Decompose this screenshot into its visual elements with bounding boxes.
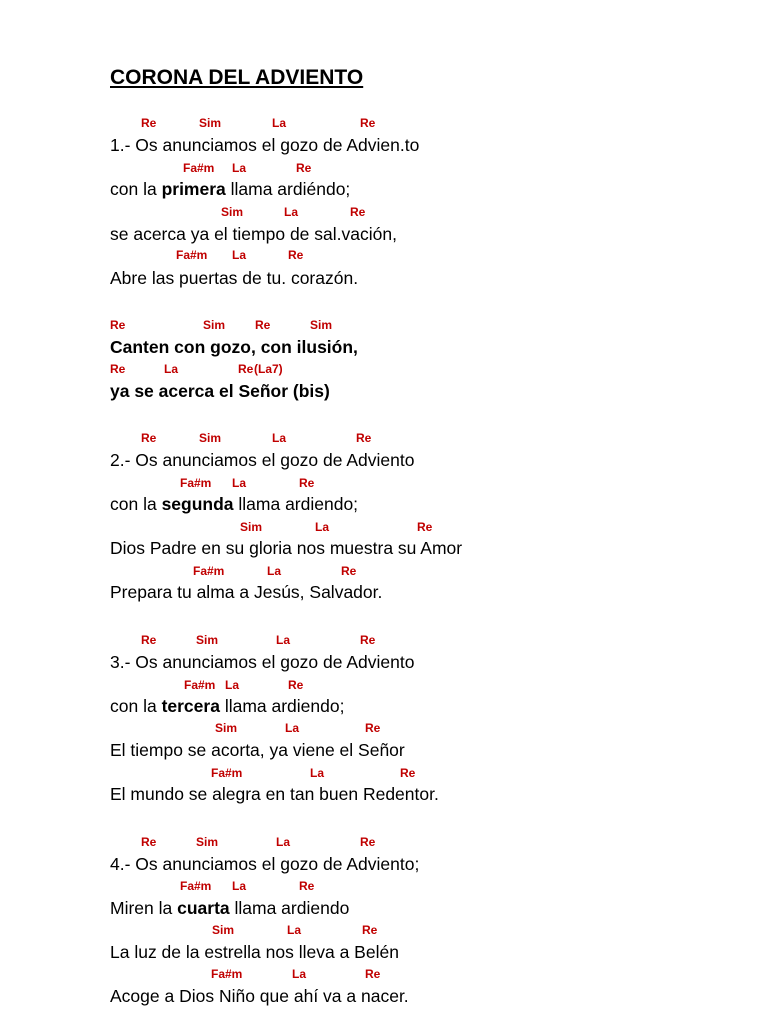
- chord-label: Re: [299, 879, 315, 893]
- chord-label: Re: [288, 248, 304, 262]
- chord-label: La: [267, 564, 282, 578]
- chord-label: Re: [362, 923, 378, 937]
- lyric-line: [110, 740, 405, 761]
- chord-label: Sim: [199, 116, 222, 130]
- lyric-text: llama ardiendo;: [219, 696, 345, 716]
- chord-label: Sim: [221, 205, 244, 219]
- chord-label: Re: [110, 362, 126, 376]
- chord-label: Re: [341, 564, 357, 578]
- lyric-line: [110, 854, 419, 875]
- chord-label: La: [284, 205, 299, 219]
- lyric-line: [110, 538, 462, 559]
- chord-label: Fa#m: [183, 161, 215, 175]
- lyric-text: 4.- Os anunciamos el gozo de Adviento;: [110, 854, 420, 874]
- chord-label: (La7): [254, 362, 283, 376]
- lyric-text: El mundo se alegra en tan buen Redentor.: [110, 784, 439, 804]
- chord-label: Re: [141, 116, 157, 130]
- chord-label: La: [232, 248, 247, 262]
- emphasized-word: segunda: [161, 494, 234, 514]
- chord-label: Fa#m: [211, 967, 243, 981]
- chord-label: Sim: [199, 431, 222, 445]
- chord-label: Fa#m: [184, 678, 216, 692]
- chord-label: Fa#m: [176, 248, 208, 262]
- lyric-line: [110, 582, 382, 603]
- chord-label: Fa#m: [180, 879, 212, 893]
- lyric-text: Abre las puertas de tu. corazón.: [110, 268, 359, 288]
- lyric-text: Canten con gozo, con ilusión,: [110, 337, 358, 357]
- chord-label: La: [272, 116, 287, 130]
- chord-label: Re: [141, 431, 157, 445]
- chord-label: Fa#m: [211, 766, 243, 780]
- lyric-line: [110, 135, 419, 156]
- lyric-text: Prepara tu alma a Jesús, Salvador.: [110, 582, 383, 602]
- lyric-text: 2.- Os anunciamos el gozo de Adviento: [110, 450, 415, 470]
- chord-label: Re: [360, 116, 376, 130]
- lyric-text: 3.- Os anunciamos el gozo de Adviento: [110, 652, 415, 672]
- chord-label: Re: [288, 678, 304, 692]
- chorus-line: [110, 381, 330, 402]
- lyric-line: [110, 986, 409, 1007]
- lyric-line: [110, 696, 344, 717]
- lyric-text: La luz de la estrella nos lleva a Belén: [110, 942, 399, 962]
- lyric-text: se acerca ya el tiempo de sal.vación,: [110, 224, 397, 244]
- chord-label: Sim: [240, 520, 263, 534]
- lyric-text: Dios Padre en su gloria nos muestra su Amor: [110, 538, 463, 558]
- lyric-text: llama ardiendo: [229, 898, 350, 918]
- lyric-line: [110, 784, 439, 805]
- chorus-line: [110, 337, 358, 358]
- chord-label: La: [232, 879, 247, 893]
- chord-label: La: [315, 520, 330, 534]
- lyric-text: ya se acerca el Señor (bis): [110, 381, 330, 401]
- chord-label: Sim: [212, 923, 235, 937]
- chord-label: La: [276, 633, 291, 647]
- lyric-text: Acoge a Dios Niño que ahí va a nacer.: [110, 986, 409, 1006]
- lyric-line: [110, 942, 399, 963]
- chord-label: Fa#m: [180, 476, 212, 490]
- chord-label: Sim: [215, 721, 238, 735]
- chord-label: Re: [141, 633, 157, 647]
- emphasized-word: tercera: [161, 696, 220, 716]
- chord-label: Re: [299, 476, 315, 490]
- chord-label: La: [164, 362, 179, 376]
- chord-label: Sim: [196, 633, 219, 647]
- chord-label: Re: [110, 318, 126, 332]
- lyric-text: con la: [110, 696, 162, 716]
- chord-label: Re: [365, 721, 381, 735]
- lyric-text: llama ardiendo;: [233, 494, 359, 514]
- chord-label: La: [232, 161, 247, 175]
- chord-label: Sim: [196, 835, 219, 849]
- lyric-text: 1.- Os anunciamos el gozo de Advien.to: [110, 135, 420, 155]
- chord-label: Re: [350, 205, 366, 219]
- chord-label: La: [232, 476, 247, 490]
- chord-label: Re: [360, 835, 376, 849]
- lyric-line: [110, 494, 358, 515]
- lyric-text: con la: [110, 179, 162, 199]
- lyric-line: [110, 224, 397, 245]
- chord-label: Re: [255, 318, 271, 332]
- chord-label: Re: [365, 967, 381, 981]
- lyric-text: Miren la: [110, 898, 178, 918]
- chord-label: La: [310, 766, 325, 780]
- chord-label: Sim: [203, 318, 226, 332]
- lyric-text: El tiempo se acorta, ya viene el Señor: [110, 740, 405, 760]
- lyric-line: [110, 652, 415, 673]
- chord-label: La: [285, 721, 300, 735]
- chord-label: Re: [141, 835, 157, 849]
- chord-label: La: [276, 835, 291, 849]
- lyric-text: con la: [110, 494, 162, 514]
- chord-label: La: [287, 923, 302, 937]
- chord-label: La: [292, 967, 307, 981]
- chord-label: La: [225, 678, 240, 692]
- chord-label: Re: [296, 161, 312, 175]
- lyric-line: [110, 450, 415, 471]
- emphasized-word: primera: [161, 179, 226, 199]
- chord-label: La: [272, 431, 287, 445]
- chord-label: Re: [356, 431, 372, 445]
- lyric-text: llama ardiéndo;: [225, 179, 351, 199]
- chord-label: Sim: [310, 318, 333, 332]
- lyric-line: [110, 898, 349, 919]
- page-title: CORONA DEL ADVIENTO: [110, 66, 364, 89]
- lyric-line: [110, 179, 350, 200]
- chord-label: Re: [417, 520, 433, 534]
- chord-label: Re: [360, 633, 376, 647]
- chord-label: Fa#m: [193, 564, 225, 578]
- lyric-line: [110, 268, 358, 289]
- emphasized-word: cuarta: [177, 898, 230, 918]
- chord-label: Re: [400, 766, 416, 780]
- chord-label: Re: [238, 362, 254, 376]
